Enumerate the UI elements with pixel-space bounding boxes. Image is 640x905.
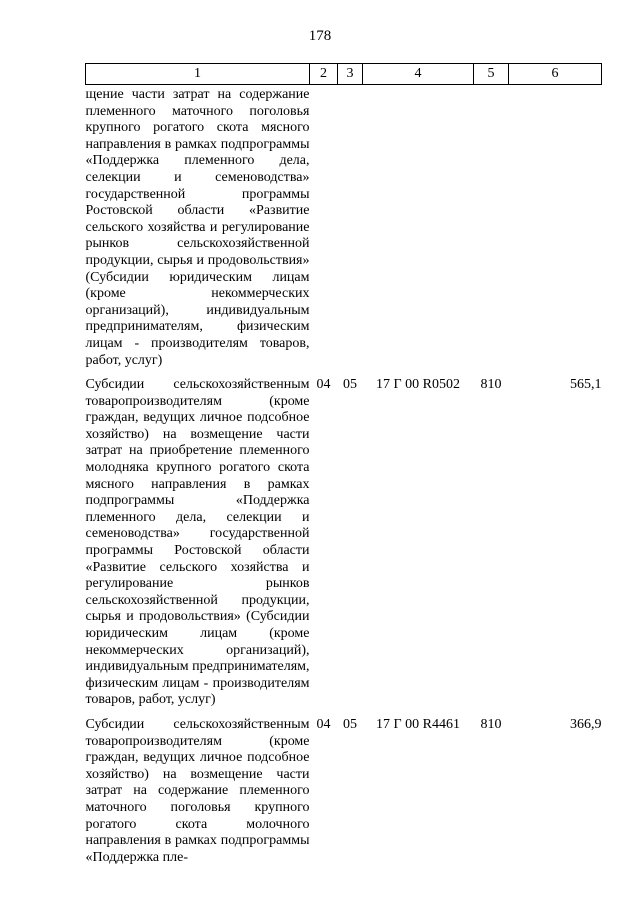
row-target-article-code: 17 Г 00 R4461	[376, 716, 460, 732]
column-header-1: 1	[86, 64, 310, 85]
row-section-code: 04	[316, 377, 331, 393]
row-amount: 366,9	[570, 716, 602, 732]
budget-table	[85, 63, 602, 866]
row-subsection-code: 05	[343, 716, 357, 732]
column-header-5: 5	[474, 64, 509, 85]
page-number: 178	[308, 28, 332, 44]
row-description: щение части затрат на содержание племенного маточного поголовья крупного рогатого скота мясного направления в рамках подпрограммы «Поддержка племенного дела, селекции и семеноводства» государственной программы Ростовской области «Развитие сельского хозяйства и регулирование рынков сельскохозяйственной продукции, сырья и продовольствия» (Субсидии юридическим лицам (кроме некоммерческих организаций), индивидуальным предпринимателям, физическим лицам - производителям товаров, работ, услуг)	[85, 87, 310, 368]
row-amount	[509, 85, 602, 370]
row-description: Субсидии сельскохозяйственным товаропроизводителям (кроме граждан, ведущих личное подсобное хозяйство) на возмещение части затрат на приобретение племенного молодняка крупного рогатого скота мясного направления в рамках подпрограммы «Поддержка племенного дела, селекции и семеноводства» государственной программы Ростовской области «Развитие сельского хозяйства и регулирование рынков сельскохозяйственной продукции, сырья и продовольствия» (Субсидии юридическим лицам (кроме некоммерческих организаций), индивидуальным предпринимателям, физическим лицам - производителям товаров, работ, услуг)	[85, 377, 310, 708]
column-number-header	[86, 64, 602, 85]
row-section-code: 04	[316, 716, 331, 732]
column-header-4: 4	[363, 64, 474, 85]
table-row	[86, 709, 602, 866]
row-expense-type-code	[474, 85, 509, 370]
row-amount: 565,1	[570, 377, 602, 393]
row-section-code	[310, 85, 338, 370]
column-header-6: 6	[509, 64, 602, 85]
table-row	[86, 369, 602, 709]
row-subsection-code	[338, 85, 363, 370]
row-description: Субсидии сельскохозяйственным товаропроизводителям (кроме граждан, ведущих личное подсобное хозяйство) на возмещение части затрат на содержание племенного маточного поголовья крупного рогатого скота молочного направления в рамках подпрограммы «Поддержка пле-	[85, 716, 310, 865]
row-target-article-code: 17 Г 00 R0502	[376, 377, 460, 393]
column-header-3: 3	[338, 64, 363, 85]
row-target-article-code	[363, 85, 474, 370]
column-header-2: 2	[310, 64, 338, 85]
table-row	[86, 85, 602, 370]
row-expense-type-code: 810	[480, 716, 502, 732]
row-expense-type-code: 810	[480, 377, 502, 393]
row-subsection-code: 05	[343, 377, 357, 393]
